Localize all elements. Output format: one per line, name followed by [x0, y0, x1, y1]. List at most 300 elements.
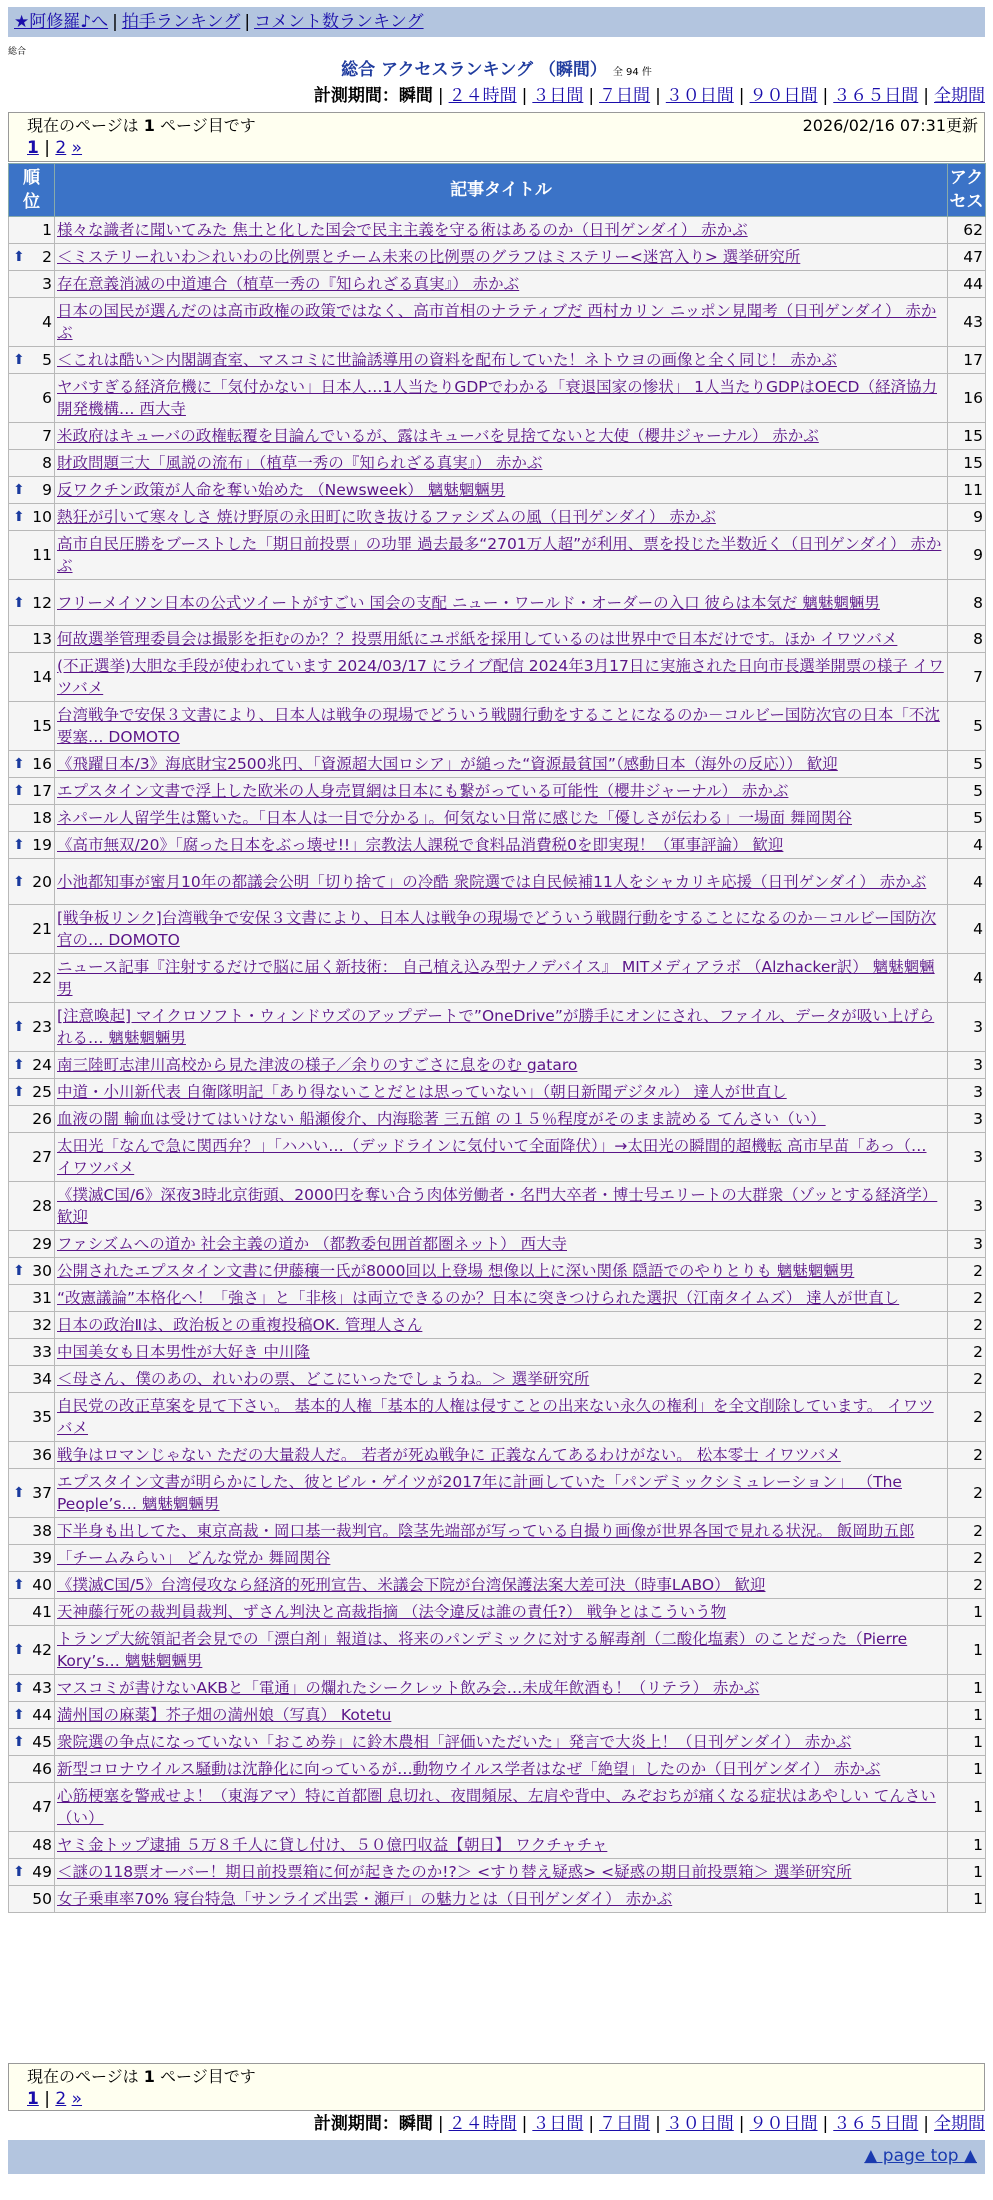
article-title-link[interactable]: 米政府はキューバの政権転覆を目論んでいるが、露はキューバを見捨てないと大使（櫻井ジャーナル） 赤かぶ [57, 427, 819, 445]
article-title-link[interactable]: 財政問題三大「風説の流布」（植草一秀の『知られざる真実』） 赤かぶ [57, 454, 543, 472]
table-row [9, 1859, 986, 1886]
rank-number: 6 [42, 389, 52, 407]
comment-ranking-link[interactable]: コメント数ランキング [254, 12, 424, 32]
access-count: 15 [948, 450, 986, 477]
period-link[interactable]: ９０日間 [749, 2114, 818, 2134]
title-cell [55, 702, 948, 751]
rank-cell [9, 1832, 55, 1859]
period-link[interactable]: ３６５日間 [833, 2114, 919, 2134]
rank-number: 35 [32, 1408, 52, 1426]
article-title-link[interactable]: 日本の政治Ⅱは、政治板との重複投稿OK. 管理人さん [57, 1316, 423, 1334]
period-separator: | [738, 86, 745, 106]
period-link[interactable]: ７日間 [599, 86, 651, 106]
table-row [9, 374, 986, 423]
rank-number: 31 [32, 1289, 52, 1307]
article-title-link[interactable]: 新型コロナウイルス騒動は沈静化に向っているが…動物ウイルス学者はなぜ「絶望」したのか（日刊ゲンダイ） 赤かぶ [57, 1760, 881, 1778]
access-count: 4 [948, 832, 986, 859]
access-count: 1 [948, 1832, 986, 1859]
table-row [9, 1106, 986, 1133]
title-cell [55, 1106, 948, 1133]
rank-cell [9, 702, 55, 751]
table-row [9, 1442, 986, 1469]
title-cell [55, 423, 948, 450]
title-cell [55, 1729, 948, 1756]
period-separator: | [521, 2114, 528, 2134]
article-title-link[interactable]: ＜これは酷い＞内閣調査室、マスコミに世論誘導用の資料を配布していた！ネトウヨの画像と全く同じ！ 赤かぶ [57, 351, 837, 369]
period-link[interactable]: ３日間 [532, 2114, 584, 2134]
title-cell [55, 1572, 948, 1599]
title-cell [55, 1832, 948, 1859]
rank-cell [9, 1599, 55, 1626]
rank-number: 42 [32, 1641, 52, 1659]
access-count: 4 [948, 859, 986, 905]
title-cell [55, 1756, 948, 1783]
access-count: 47 [948, 244, 986, 271]
article-title-link[interactable]: 血液の闇 輸血は受けてはいけない 船瀬俊介、内海聡著 三五館 の１５％程度がそのまま読める てんさい（い） [57, 1110, 826, 1128]
rank-cell [9, 751, 55, 778]
nav-separator: | [244, 12, 251, 32]
page-1-link[interactable]: 1 [27, 2089, 39, 2109]
table-row [9, 1572, 986, 1599]
article-title-link[interactable]: 《撲滅C国/6》深夜3時北京街頭、2000円を奪い合う肉体労働者・名門大卒者・博士号エリートの大群衆（ゾッとする経済学） 歓迎 [57, 1186, 938, 1226]
article-title-link[interactable]: 満州国の麻薬】芥子畑の満州娘（写真） Kotetu [57, 1706, 392, 1724]
table-row [9, 1285, 986, 1312]
article-title-link[interactable]: 心筋梗塞を警戒せよ！（東海アマ）特に首都圏 息切れ、夜間頻尿、左肩や背中、みぞおちが痛くなる症状はあやしい てんさい（い） [57, 1787, 936, 1827]
access-count: 3 [948, 1182, 986, 1231]
article-title-link[interactable]: 自民党の改正草案を見て下さい。 基本的人権「基本的人権は侵すことの出来ない永久の権利」を全文削除しています。 イワツバメ [57, 1397, 934, 1437]
ranking-title-text: 総合 アクセスランキング （瞬間） [341, 60, 607, 80]
article-title-link[interactable]: 《撲滅C国/5》台湾侵攻なら経済的死刑宣告、米議会下院が台湾保護法案大差可決（時事LABO） 歓迎 [57, 1576, 766, 1594]
article-title-link[interactable]: 下半身も出してた、東京高裁・岡口基一裁判官。陰茎先端部が写っている自撮り画像が世界各国で見れる状況。 飯岡助五郎 [57, 1522, 915, 1540]
title-cell [55, 1518, 948, 1545]
article-title-link[interactable]: エプスタイン文書で浮上した欧米の人身売買網は日本にも繋がっている可能性（櫻井ジャーナル） 赤かぶ [57, 782, 789, 800]
up-arrow-icon: ⬆ [13, 1577, 25, 1593]
table-row [9, 1729, 986, 1756]
applause-ranking-link[interactable]: 拍手ランキング [121, 12, 241, 32]
article-title-link[interactable]: 《高市無双/20》「腐った日本をぶっ壊せ!!」宗教法人課税で食料品消費税0を即実現！（軍事評論） 歓迎 [57, 836, 784, 854]
article-title-link[interactable]: 小池都知事が蜜月10年の都議会公明「切り捨て」の冷酷 衆院選では自民候補11人をシャカリキ応援（日刊ゲンダイ） 赤かぶ [57, 872, 927, 891]
title-cell [55, 1886, 948, 1913]
access-count: 17 [948, 347, 986, 374]
access-count: 8 [948, 626, 986, 653]
rank-number: 49 [32, 1863, 52, 1881]
rank-cell [9, 1366, 55, 1393]
table-row [9, 1626, 986, 1675]
period-separator: | [521, 86, 528, 106]
title-cell [55, 1133, 948, 1182]
up-arrow-icon: ⬆ [13, 1019, 25, 1035]
category-label: 総合 [8, 47, 27, 57]
up-arrow-icon: ⬆ [13, 1864, 25, 1880]
rank-number: 8 [42, 454, 52, 472]
page-2-link[interactable]: 2 [55, 138, 67, 158]
period-separator: | [923, 2114, 929, 2134]
access-count: 2 [948, 1518, 986, 1545]
up-arrow-icon: ⬆ [13, 594, 25, 611]
up-arrow-icon: ⬆ [13, 509, 25, 525]
article-title-link[interactable]: エプスタイン文書が明らかにした、彼とビル・ゲイツが2017年に計画していた「パンデミックシミュレーション」 （The People’s… 魑魅魍魎男 [57, 1473, 902, 1513]
rank-number: 47 [32, 1798, 52, 1816]
table-row [9, 1886, 986, 1913]
rank-number: 12 [32, 593, 52, 612]
rank-cell [9, 347, 55, 374]
article-title-link[interactable]: ＜謎の118票オーバー！期日前投票箱に何が起きたのか!?＞ <すり替え疑惑> <疑惑の期日前投票箱＞ 選挙研究所 [57, 1863, 852, 1881]
period-link[interactable]: ２４時間 [448, 86, 517, 106]
article-title-link[interactable]: [戦争板リンク]台湾戦争で安保３文書により、日本人は戦争の現場でどういう戦闘行動をすることになるのか－コルビー国防次官の… DOMOTO [57, 909, 937, 949]
up-arrow-icon: ⬆ [13, 1263, 25, 1279]
rank-cell [9, 244, 55, 271]
period-separator: | [738, 2114, 745, 2134]
title-cell [55, 580, 948, 626]
title-cell [55, 1626, 948, 1675]
rank-number: 28 [32, 1197, 52, 1215]
table-row [9, 217, 986, 244]
table-row [9, 1079, 986, 1106]
article-title-link[interactable]: 日本の国民が選んだのは高市政権の政策ではなく、高市首相のナラティブだ 西村カリン ニッポン見聞考（日刊ゲンダイ） 赤かぶ [57, 302, 937, 342]
article-title-link[interactable]: 《飛躍日本/3》海底財宝2500兆円、「資源超大国ロシア」が縋った“資源最貧国”（感動日本（海外の反応）） 歓迎 [57, 755, 838, 773]
access-count: 3 [948, 1133, 986, 1182]
title-cell [55, 859, 948, 905]
table-row [9, 1003, 986, 1052]
article-title-link[interactable]: 戦争はロマンじゃない ただの大量殺人だ。 若者が死ぬ戦争に 正義なんてあるわけがない。 松本零士 イワツバメ [57, 1446, 841, 1464]
period-separator: | [923, 86, 929, 106]
rank-number: 40 [32, 1576, 52, 1594]
table-row [9, 751, 986, 778]
period-link[interactable]: ３０日間 [665, 86, 734, 106]
rank-number: 39 [32, 1549, 52, 1567]
next-page-link[interactable]: » [71, 2089, 83, 2109]
table-row [9, 653, 986, 702]
period-link[interactable]: ３日間 [532, 86, 584, 106]
article-title-link[interactable]: 女子乗車率70% 寝台特急「サンライズ出雲・瀬戸」の魅力とは（日刊ゲンダイ） 赤かぶ [57, 1890, 673, 1908]
access-count: 1 [948, 1756, 986, 1783]
article-title-link[interactable]: 何故選挙管理委員会は撮影を拒むのか？？投票用紙にユポ紙を採用しているのは世界中で日本だけです。ほか イワツバメ [57, 630, 898, 648]
table-row [9, 1182, 986, 1231]
rank-cell [9, 1675, 55, 1702]
article-title-link[interactable]: トランプ大統領記者会見での「漂白剤」報道は、将来のパンデミックに対する解毒剤（二酸化塩素）のことだった（Pierre Kory’s… 魑魅魍魎男 [57, 1630, 908, 1670]
title-cell [55, 905, 948, 954]
access-count: 43 [948, 298, 986, 347]
access-count: 2 [948, 1545, 986, 1572]
rank-number: 18 [32, 809, 52, 827]
title-cell [55, 1702, 948, 1729]
rank-number: 25 [32, 1083, 52, 1101]
article-title-link[interactable]: フリーメイソン日本の公式ツイートがすごい 国会の支配 ニュー・ワールド・オーダーの入口 彼らは本気だ 魑魅魍魎男 [57, 593, 880, 612]
period-link[interactable]: ３６５日間 [833, 86, 919, 106]
rank-number: 5 [42, 351, 52, 369]
rank-cell [9, 1106, 55, 1133]
rank-number: 36 [32, 1446, 52, 1464]
table-row [9, 1469, 986, 1518]
table-row [9, 1231, 986, 1258]
access-count: 1 [948, 1886, 986, 1913]
title-cell [55, 1182, 948, 1231]
period-link[interactable]: 全期間 [934, 2114, 985, 2134]
article-title-link[interactable]: 太田光「なんで急に関西弁？」「ハハい…（デッドラインに気付いて全面降伏）」→太田光の瞬間的超機転 高市早苗「あっ（… イワツバメ [57, 1137, 927, 1177]
rank-cell [9, 1312, 55, 1339]
home-link[interactable]: ★阿修羅♪へ [14, 12, 109, 32]
access-count: 11 [948, 477, 986, 504]
title-header: 記事タイトル [55, 164, 948, 217]
article-title-link[interactable]: ファシズムへの道か 社会主義の道か （都教委包囲首都圏ネット） 西大寺 [57, 1235, 568, 1253]
access-count: 1 [948, 1859, 986, 1886]
article-title-link[interactable]: 衆院選の争点になっていない「おこめ券」に鈴木農相「評価いただいた」発言で大炎上！（日刊ゲンダイ） 赤かぶ [57, 1733, 852, 1751]
title-cell [55, 954, 948, 1003]
rank-cell [9, 1886, 55, 1913]
rank-number: 2 [42, 248, 52, 266]
page-info-top [8, 112, 985, 162]
article-title-link[interactable]: ニュース記事『注射するだけで脳に届く新技術： 自己植え込み型ナノデバイス』 MITメディアラボ （Alzhacker訳） 魑魅魍魎男 [57, 958, 935, 998]
article-title-link[interactable]: 反ワクチン政策が人命を奪い始めた （Newsweek） 魑魅魍魎男 [57, 481, 506, 499]
title-cell [55, 1231, 948, 1258]
table-row [9, 1675, 986, 1702]
rank-number: 34 [32, 1370, 52, 1388]
access-count: 2 [948, 1469, 986, 1518]
table-row [9, 1133, 986, 1182]
rank-cell [9, 1572, 55, 1599]
access-count: 15 [948, 423, 986, 450]
table-row [9, 347, 986, 374]
article-title-link[interactable]: 高市自民圧勝をブーストした「期日前投票」の功罪 過去最多“2701万人超”が利用、票を投じた半数近く（日刊ゲンダイ） 赤かぶ [57, 535, 942, 575]
rank-cell [9, 1626, 55, 1675]
page-1-link[interactable]: 1 [27, 138, 39, 158]
access-count: 16 [948, 374, 986, 423]
access-count: 44 [948, 271, 986, 298]
rank-cell [9, 1545, 55, 1572]
title-cell [55, 1859, 948, 1886]
rank-cell [9, 1079, 55, 1106]
rank-number: 24 [32, 1056, 52, 1074]
page-info-text: 現在のページは 1 ページ目です [27, 116, 256, 135]
article-title-link[interactable]: 中国美女も日本男性が大好き 中川隆 [57, 1343, 310, 1361]
rank-number: 44 [32, 1706, 52, 1724]
article-title-link[interactable]: 熱狂が引いて寒々しさ 焼け野原の永田町に吹き抜けるファシズムの風（日刊ゲンダイ） 赤かぶ [57, 508, 716, 526]
rank-cell [9, 778, 55, 805]
table-row [9, 271, 986, 298]
access-count: 5 [948, 702, 986, 751]
period-separator: | [655, 86, 661, 106]
rank-cell [9, 1339, 55, 1366]
table-row [9, 244, 986, 271]
table-row [9, 954, 986, 1003]
rank-cell [9, 954, 55, 1003]
period-link[interactable]: ７日間 [599, 2114, 651, 2134]
rank-cell [9, 905, 55, 954]
table-row [9, 1258, 986, 1285]
period-current: 瞬間 [398, 2114, 433, 2134]
table-row [9, 1702, 986, 1729]
rank-cell [9, 1729, 55, 1756]
table-row [9, 1052, 986, 1079]
table-row [9, 580, 986, 626]
table-row [9, 1366, 986, 1393]
access-count: 3 [948, 1231, 986, 1258]
rank-cell [9, 217, 55, 244]
rank-cell [9, 1859, 55, 1886]
access-count: 9 [948, 531, 986, 580]
table-row [9, 1339, 986, 1366]
article-title-link[interactable]: ヤバすぎる経済危機に「気付かない」日本人…1人当たりGDPでわかる「衰退国家の惨状」 1人当たりGDPはOECD（経済協力開発機構… 西大寺 [57, 378, 937, 418]
title-cell [55, 298, 948, 347]
access-count: 2 [948, 1285, 986, 1312]
rank-cell [9, 423, 55, 450]
up-arrow-icon: ⬆ [13, 1057, 25, 1073]
table-row [9, 702, 986, 751]
article-title-link[interactable]: 中道・小川新代表 自衛隊明記「あり得ないことだとは思っていない」（朝日新聞デジタル） 達人が世直し [57, 1083, 787, 1101]
access-count: 2 [948, 1442, 986, 1469]
title-cell [55, 1783, 948, 1832]
access-count: 2 [948, 1393, 986, 1442]
article-title-link[interactable]: 「チームみらい」 どんな党か 舞岡関谷 [57, 1549, 331, 1567]
title-cell [55, 1599, 948, 1626]
article-title-link[interactable]: ヤミ金トップ逮捕 ５万８千人に貸し付け、５０億円収益【朝日】 ワクチャチャ [57, 1836, 608, 1854]
rank-number: 19 [32, 836, 52, 854]
up-arrow-icon: ⬆ [13, 837, 25, 853]
rank-cell [9, 271, 55, 298]
table-row [9, 1756, 986, 1783]
rank-cell [9, 1756, 55, 1783]
access-count: 62 [948, 217, 986, 244]
article-title-link[interactable]: “改憲議論”本格化へ！「強さ」と「非核」は両立できるのか？日本に突きつけられた選択（江南タイムズ） 達人が世直し [57, 1289, 900, 1307]
period-link[interactable]: ３０日間 [665, 2114, 734, 2134]
access-count: 1 [948, 1675, 986, 1702]
period-link[interactable]: ２４時間 [448, 2114, 517, 2134]
title-cell [55, 1258, 948, 1285]
table-row [9, 531, 986, 580]
title-cell [55, 778, 948, 805]
table-row [9, 1832, 986, 1859]
article-title-link[interactable]: 天神藤行死の裁判員裁判、ずさん判決と高裁指摘 （法令違反は誰の責任?） 戦争とはこういう物 [57, 1603, 727, 1621]
rank-number: 29 [32, 1235, 52, 1253]
article-title-link[interactable]: [注意喚起] マイクロソフト・ウィンドウズのアップデートで”OneDrive”が勝手にオンにされ、ファイル、データが吸い上げられる… 魑魅魍魎男 [57, 1007, 935, 1047]
access-count: 2 [948, 1312, 986, 1339]
table-row [9, 626, 986, 653]
rank-number: 7 [42, 427, 52, 445]
pager-top: 1 | 2 » [27, 138, 83, 158]
rank-number: 21 [32, 920, 52, 938]
title-cell [55, 1442, 948, 1469]
article-title-link[interactable]: 存在意義消滅の中道連合（植草一秀の『知られざる真実』） 赤かぶ [57, 275, 520, 293]
access-count: 3 [948, 1003, 986, 1052]
top-nav-bar [8, 7, 985, 37]
period-selector-bottom [314, 2113, 985, 2135]
rank-number: 14 [32, 668, 52, 686]
access-count: 2 [948, 1339, 986, 1366]
access-count: 5 [948, 751, 986, 778]
period-link[interactable]: 全期間 [934, 86, 985, 106]
rank-cell [9, 1258, 55, 1285]
article-title-link[interactable]: 南三陸町志津川高校から見た津波の様子／余りのすごさに息をのむ gataro [57, 1056, 578, 1074]
next-page-link[interactable]: » [71, 138, 83, 158]
period-separator: | [437, 2114, 444, 2134]
rank-number: 46 [32, 1760, 52, 1778]
table-row [9, 504, 986, 531]
rank-number: 15 [32, 717, 52, 735]
rank-cell [9, 1052, 55, 1079]
title-cell [55, 1545, 948, 1572]
rank-number: 10 [32, 508, 52, 526]
article-title-link[interactable]: 台湾戦争で安保３文書により、日本人は戦争の現場でどういう戦闘行動をすることになるのか－コルビー国防次官の日本「不沈要塞… DOMOTO [57, 706, 940, 746]
table-row [9, 1393, 986, 1442]
title-cell [55, 1312, 948, 1339]
article-title-link[interactable]: 様々な識者に聞いてみた 焦土と化した国会で民主主義を守る術はあるのか（日刊ゲンダイ） 赤かぶ [57, 221, 748, 239]
period-selector-top [314, 85, 985, 107]
rank-number: 45 [32, 1733, 52, 1751]
rank-cell [9, 805, 55, 832]
access-count: 3 [948, 1106, 986, 1133]
rank-cell [9, 653, 55, 702]
title-cell [55, 626, 948, 653]
title-cell [55, 653, 948, 702]
period-separator: | [822, 2114, 829, 2134]
rank-cell [9, 859, 55, 905]
table-row [9, 778, 986, 805]
rank-number: 27 [32, 1148, 52, 1166]
article-title-link[interactable]: マスコミが書けないAKBと「電通」の爛れたシークレット飲み会…未成年飲酒も！（リテラ） 赤かぶ [57, 1679, 760, 1697]
ranking-body [9, 217, 986, 1913]
access-count: 5 [948, 805, 986, 832]
title-cell [55, 1366, 948, 1393]
access-count: 4 [948, 905, 986, 954]
page-2-link[interactable]: 2 [55, 2089, 67, 2109]
title-cell [55, 1469, 948, 1518]
article-title-link[interactable]: 公開されたエプスタイン文書に伊藤穰一氏が8000回以上登場 想像以上に深い関係 隠語でのやりとりも 魑魅魍魎男 [57, 1262, 855, 1280]
title-cell [55, 1285, 948, 1312]
page-top-link[interactable]: ▲ page top ▲ [864, 2146, 977, 2166]
rank-cell [9, 1393, 55, 1442]
period-current: 瞬間 [398, 86, 433, 106]
article-title-link[interactable]: (不正選挙)大胆な手段が使われています 2024/03/17 にライブ配信 2024年3月17日に実施された日向市長選挙開票の様子 イワツバメ [57, 657, 944, 697]
table-row [9, 1545, 986, 1572]
access-count: 2 [948, 1572, 986, 1599]
period-link[interactable]: ９０日間 [749, 86, 818, 106]
rank-header: 順位 [9, 164, 55, 217]
rank-cell [9, 531, 55, 580]
title-cell [55, 1339, 948, 1366]
rank-number: 50 [32, 1890, 52, 1908]
up-arrow-icon: ⬆ [13, 756, 25, 772]
rank-number: 11 [32, 546, 52, 564]
rank-cell [9, 298, 55, 347]
rank-cell [9, 1133, 55, 1182]
rank-cell [9, 1702, 55, 1729]
table-row [9, 423, 986, 450]
table-row [9, 477, 986, 504]
title-cell [55, 477, 948, 504]
access-count: 5 [948, 778, 986, 805]
article-title-link[interactable]: ＜ミステリーれいわ＞れいわの比例票とチーム未来の比例票のグラフはミステリー<迷宮入り> 選挙研究所 [57, 248, 801, 266]
rank-cell [9, 504, 55, 531]
title-cell [55, 1079, 948, 1106]
table-row [9, 298, 986, 347]
access-count: 1 [948, 1783, 986, 1832]
table-row [9, 1518, 986, 1545]
access-count: 8 [948, 580, 986, 626]
table-row [9, 450, 986, 477]
rank-cell [9, 1518, 55, 1545]
article-title-link[interactable]: ＜母さん、僕のあの、れいわの票、どこにいったでしょうね。＞ 選挙研究所 [57, 1370, 590, 1388]
rank-number: 30 [32, 1262, 52, 1280]
ranking-count: 全 94 件 [612, 67, 652, 78]
title-cell [55, 374, 948, 423]
period-label: 計測期間： [313, 86, 399, 106]
rank-number: 22 [32, 969, 52, 987]
rank-number: 32 [32, 1316, 52, 1334]
rank-number: 17 [32, 782, 52, 800]
table-row [9, 1599, 986, 1626]
article-title-link[interactable]: ネパール人留学生は驚いた。「日本人は一目で分かる」。何気ない日常に感じた「優しさが伝わる」一場面 舞岡関谷 [57, 809, 852, 827]
access-count: 3 [948, 1052, 986, 1079]
